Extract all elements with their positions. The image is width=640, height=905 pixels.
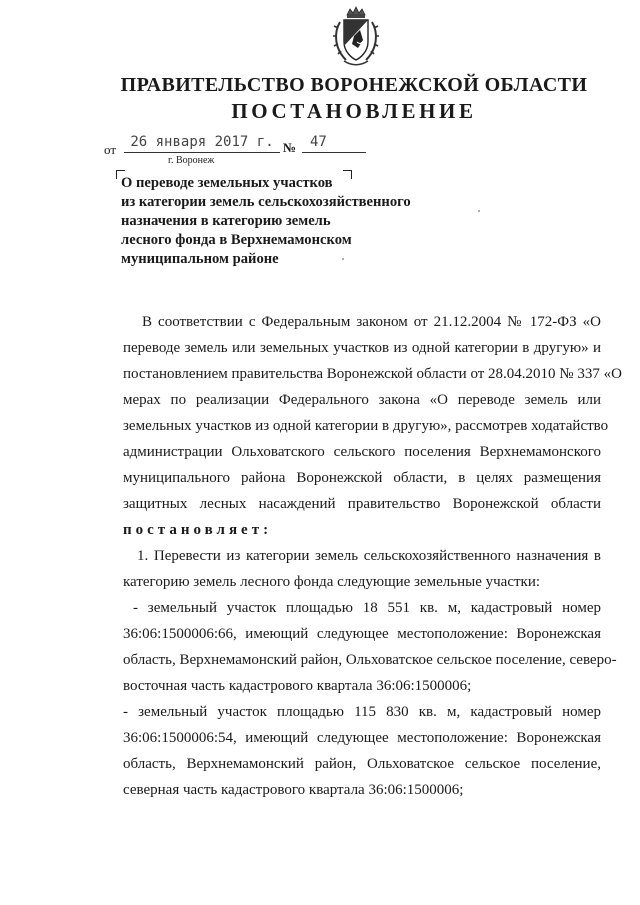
city-label: г. Воронеж [168, 155, 215, 166]
document-date: 26 января 2017 г. [124, 134, 280, 153]
scan-speck [478, 210, 480, 212]
item-line: категорию земель лесного фонда следующие земельные участки: [123, 574, 541, 590]
preamble-line: земельных участков из одной категории в другую», рассмотрев ходатайство [123, 418, 609, 434]
plot-line: - земельный участок площадью 18 551 кв. м, кадастровый номер [133, 600, 601, 616]
preamble-line: защитных лесных насаждений правительство Воронежской области [123, 496, 601, 512]
registration-line [104, 134, 364, 158]
item-line: 1. Перевести из категории земель сельскохозяйственного назначения в [137, 548, 601, 564]
subject-line: муниципальном районе [121, 251, 279, 267]
preamble-line: постановлением правительства Воронежской области от 28.04.2010 № 337 «О [123, 366, 622, 382]
plot-line: - земельный участок площадью 115 830 кв. м, кадастровый номер [123, 704, 601, 720]
government-title: ПРАВИТЕЛЬСТВО ВОРОНЕЖСКОЙ ОБЛАСТИ [120, 74, 588, 96]
preamble-line: мерах по реализации Федерального закона «О переводе земель или [123, 392, 601, 408]
subject-line: назначения в категорию земель [121, 213, 331, 229]
subject-line: лесного фонда в Верхнемамонском [121, 232, 352, 248]
scan-speck [342, 258, 344, 260]
preamble-line: В соответствии с Федеральным законом от 21.12.2004 № 172-ФЗ «О [142, 314, 601, 330]
document-number: 47 [302, 134, 366, 153]
preamble-line: администрации Ольховатского сельского поселения Верхнемамонского [123, 444, 601, 460]
plot-line: восточная часть кадастрового квартала 36:06:1500006; [123, 678, 472, 694]
plot-line: 36:06:1500006:66, имеющий следующее местоположение: Воронежская [123, 626, 601, 642]
document-type-title: ПОСТАНОВЛЕНИЕ [231, 99, 477, 123]
coat-of-arms-icon [330, 6, 382, 68]
plot-line: область, Верхнемамонский район, Ольховатское сельское поселение, северо- [123, 652, 617, 668]
plot-line: северная часть кадастрового квартала 36:06:1500006; [123, 782, 464, 798]
document-body [123, 309, 622, 803]
subject-line: из категории земель сельскохозяйственного [121, 194, 411, 210]
date-prefix-label: от [104, 142, 117, 157]
preamble-line: муниципального района Воронежской области, в целях размещения [123, 470, 601, 486]
plot-line: 36:06:1500006:54, имеющий следующее местоположение: Воронежская [123, 730, 601, 746]
subject-line: О переводе земельных участков [121, 175, 333, 191]
document-subject [121, 174, 441, 269]
plot-line: область, Верхнемамонский район, Ольховатское сельское поселение, [123, 756, 601, 772]
decree-keyword: постановляет: [123, 522, 273, 538]
preamble-line: переводе земель или земельных участков из одной категории в другую» и [123, 340, 601, 356]
number-sign-label: № [283, 140, 297, 155]
